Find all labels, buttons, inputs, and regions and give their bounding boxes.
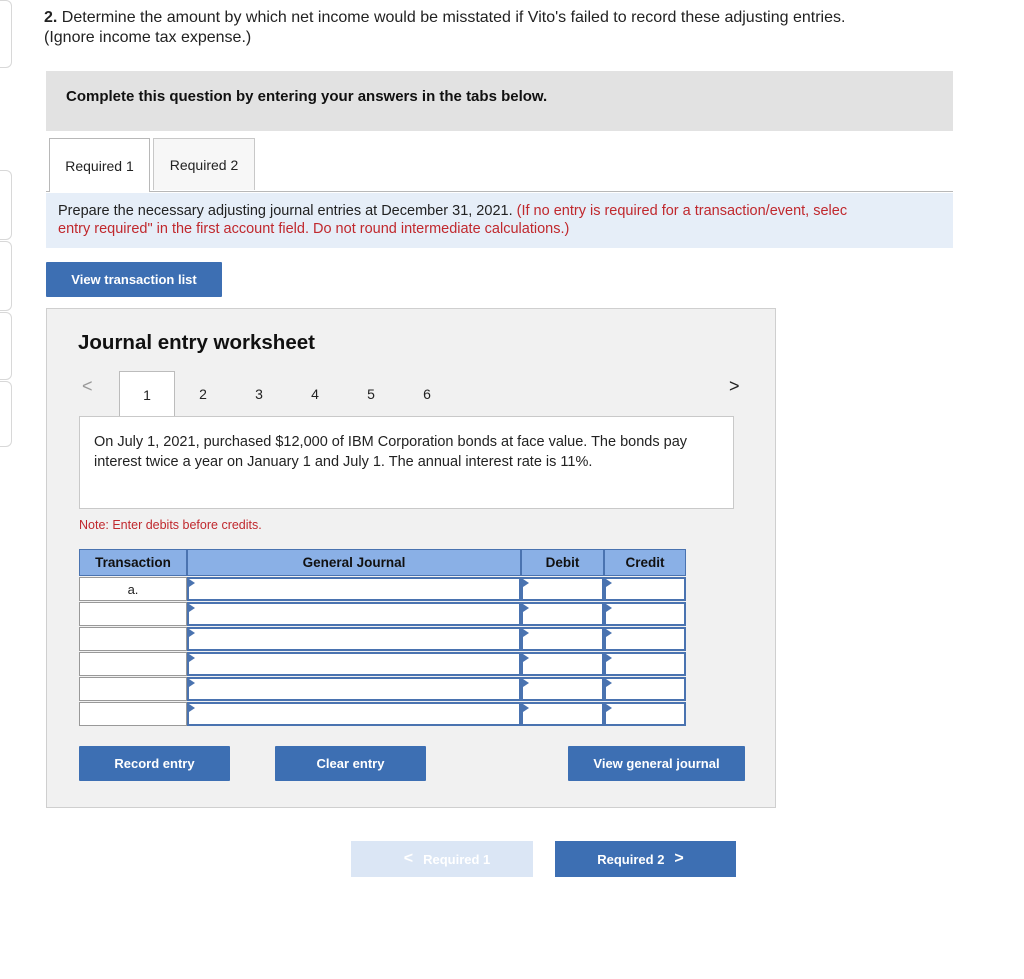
account-input[interactable] [187, 702, 521, 726]
transaction-cell [79, 627, 187, 651]
view-transaction-list-button[interactable]: View transaction list [46, 262, 222, 297]
page-1[interactable]: 1 [119, 371, 175, 417]
banner-text: Complete this question by entering your answers in the tabs below. [66, 88, 548, 105]
journal-entry-worksheet [46, 308, 776, 808]
view-general-journal-button[interactable]: View general journal [568, 746, 745, 781]
rail-segment [0, 170, 12, 240]
question-note: (Ignore income tax expense.) [44, 29, 252, 46]
debit-input[interactable] [521, 602, 604, 626]
page-4[interactable]: 4 [311, 385, 319, 402]
rail-segment [0, 241, 12, 311]
transaction-description: On July 1, 2021, purchased $12,000 of IBM Corporation bonds at face value. The bonds pay interest twice a year on January 1 and July 1. The annual interest rate is 11%. [79, 416, 734, 509]
prev-required-label: Required 1 [423, 851, 491, 867]
clear-entry-button[interactable]: Clear entry [275, 746, 426, 781]
transaction-cell [79, 677, 187, 701]
column-header-general-journal: General Journal [187, 549, 521, 576]
debit-input[interactable] [521, 702, 604, 726]
column-header-credit: Credit [604, 549, 686, 576]
prev-required-button[interactable] [351, 841, 533, 877]
column-header-transaction: Transaction [79, 549, 187, 576]
credit-input[interactable] [604, 602, 686, 626]
tab-bar [46, 138, 953, 192]
next-required-label: Required 2 [597, 851, 665, 867]
question-number: 2. [44, 9, 58, 26]
left-rail [0, 0, 12, 979]
rail-segment [0, 0, 12, 68]
transaction-cell [79, 602, 187, 626]
credit-input[interactable] [604, 652, 686, 676]
account-input[interactable] [187, 602, 521, 626]
chevron-left-icon: < [403, 850, 414, 867]
page-2[interactable]: 2 [199, 385, 207, 402]
debit-credit-note: Note: Enter debits before credits. [79, 518, 262, 532]
transaction-cell [79, 702, 187, 726]
credit-input[interactable] [604, 577, 686, 601]
tab-required-2[interactable] [153, 138, 255, 190]
tab-required-1[interactable] [49, 138, 150, 192]
record-entry-button[interactable]: Record entry [79, 746, 230, 781]
page-6[interactable]: 6 [423, 385, 431, 402]
worksheet-title: Journal entry worksheet [78, 331, 315, 354]
chevron-right-icon: > [674, 850, 684, 867]
tab-label: Required 1 [65, 157, 134, 174]
transaction-cell: a. [79, 577, 187, 601]
credit-input[interactable] [604, 702, 686, 726]
chevron-left-icon[interactable]: < [82, 376, 93, 396]
credit-input[interactable] [604, 677, 686, 701]
rail-segment [0, 381, 12, 447]
instruction-red-line2: entry required" in the first account field. Do not round intermediate calculations.) [58, 221, 570, 237]
instruction-red-line1: (If no entry is required for a transaction/event, selec [516, 203, 848, 219]
account-input[interactable] [187, 627, 521, 651]
rail-segment [0, 312, 12, 380]
question-body: Determine the amount by which net income would be misstated if Vito's failed to record these adjusting entries. [61, 9, 846, 26]
account-input[interactable] [187, 577, 521, 601]
account-input[interactable] [187, 677, 521, 701]
column-header-debit: Debit [521, 549, 604, 576]
question-text [44, 8, 974, 48]
page-5[interactable]: 5 [367, 385, 375, 402]
page-3[interactable]: 3 [255, 385, 263, 402]
tab-label: Required 2 [169, 156, 239, 173]
debit-input[interactable] [521, 652, 604, 676]
transaction-cell [79, 652, 187, 676]
debit-input[interactable] [521, 677, 604, 701]
chevron-right-icon[interactable]: > [729, 376, 740, 396]
instruction-main: Prepare the necessary adjusting journal entries at December 31, 2021. [58, 203, 513, 219]
credit-input[interactable] [604, 627, 686, 651]
debit-input[interactable] [521, 627, 604, 651]
account-input[interactable] [187, 652, 521, 676]
debit-input[interactable] [521, 577, 604, 601]
instructions-banner [46, 71, 953, 131]
next-required-button[interactable] [555, 841, 736, 877]
instruction-box [46, 193, 953, 248]
